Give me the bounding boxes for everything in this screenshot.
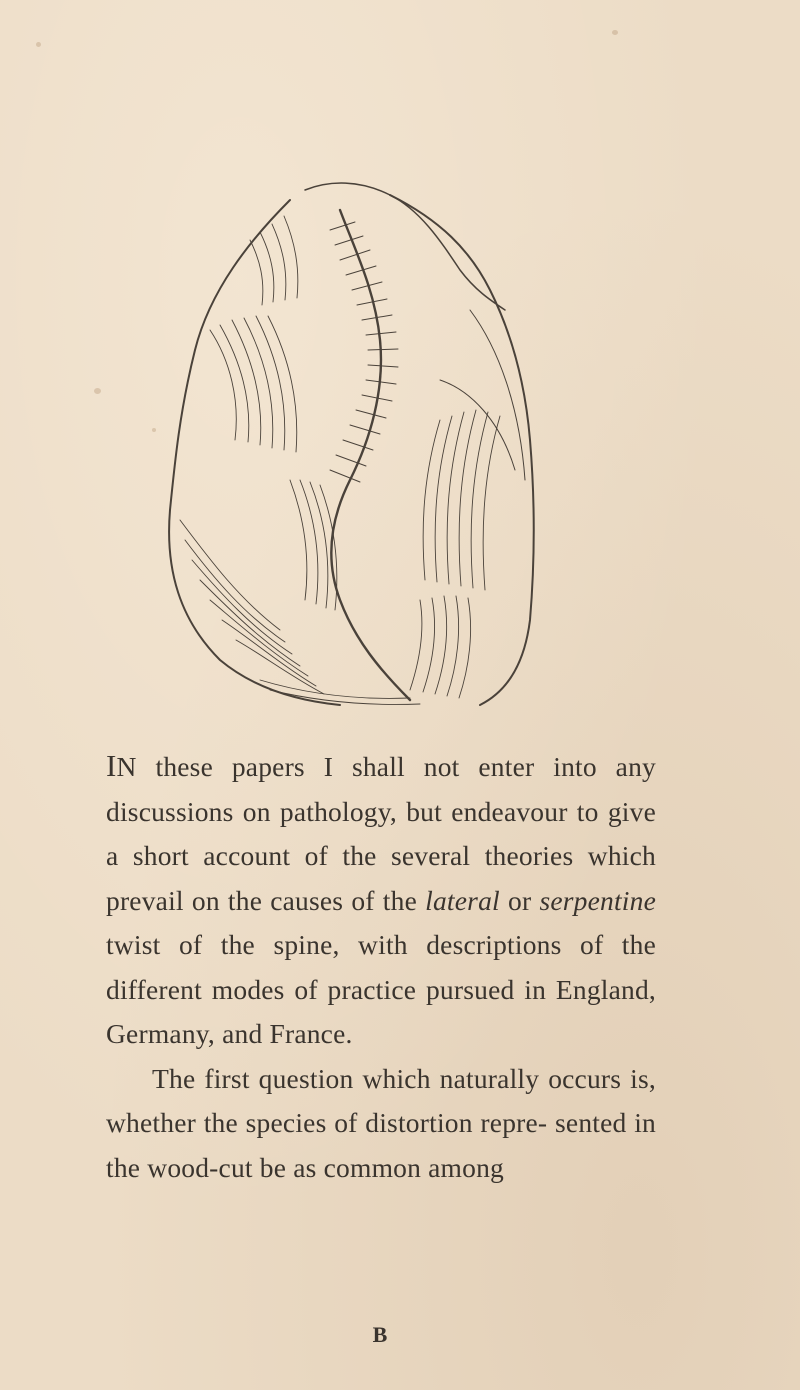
italic-lateral: lateral [425,884,500,916]
body-text [106,744,656,1190]
paragraph-1-connector: or [499,884,540,916]
paragraph-1-text-b: twist of the spine, with descriptions of the different modes of practice pursued in England, Germany, and France. [106,929,656,1049]
smallcaps-letter: N [116,751,137,782]
signature-mark: B [372,1322,388,1347]
paragraph-1-text-a: these papers I shall not enter into any discussions on pathology, but endeavour to give a short account of the several theories which prevail on the causes of the [106,751,656,916]
paper-speck [36,42,41,47]
paper-speck [612,30,618,35]
paragraph-2: The first question which naturally occurs is, whether the species of distortion repre- sented in the wood-cut be as common among [106,1062,656,1183]
initial-letter: I [106,748,117,783]
paper-speck [94,388,101,394]
paragraph-1 [106,744,656,1057]
paper-speck [152,428,156,432]
italic-serpentine: serpentine [539,884,656,916]
spine-distortion-woodcut-icon [140,180,580,720]
